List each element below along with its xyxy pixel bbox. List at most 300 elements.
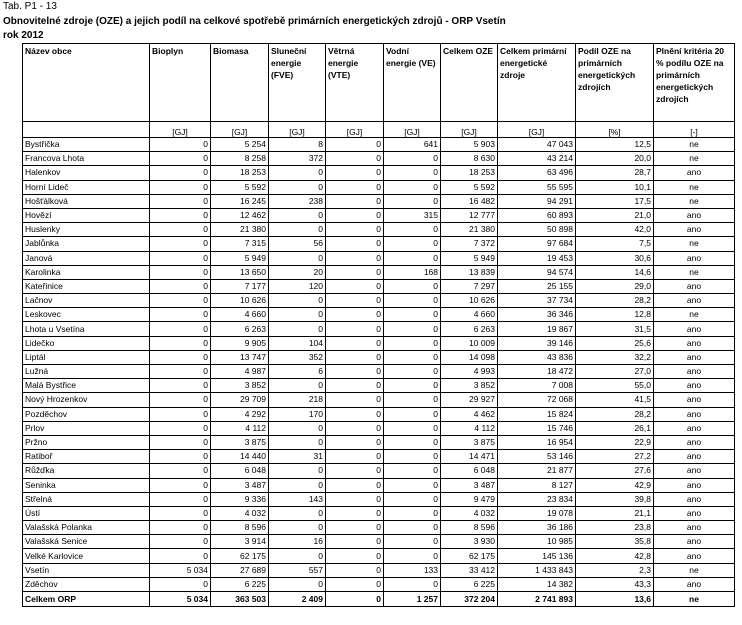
table-cell: 23,8	[576, 521, 654, 535]
table-cell: 16 245	[211, 194, 269, 208]
table-cell: 20,0	[576, 152, 654, 166]
municipality-name: Prlov	[23, 421, 150, 435]
total-cell: 2 741 893	[498, 592, 576, 607]
table-row	[23, 478, 735, 492]
total-row	[23, 592, 735, 607]
table-cell: 31,5	[576, 322, 654, 336]
table-cell: 0	[384, 521, 441, 535]
table-row	[23, 265, 735, 279]
table-cell: 352	[269, 350, 326, 364]
total-cell: 363 503	[211, 592, 269, 607]
table-cell: ne	[654, 180, 735, 194]
table-cell: 0	[150, 265, 211, 279]
table-cell: 35,8	[576, 535, 654, 549]
table-cell: 0	[326, 549, 384, 563]
table-cell: 39,8	[576, 492, 654, 506]
header-cell: Větrná energie (VTE)	[326, 44, 384, 122]
municipality-name: Lužná	[23, 365, 150, 379]
table-cell: 143	[269, 492, 326, 506]
table-row	[23, 336, 735, 350]
table-cell: 16 482	[441, 194, 498, 208]
table-cell: 0	[150, 308, 211, 322]
municipality-name: Bystřička	[23, 138, 150, 152]
table-cell: 0	[326, 421, 384, 435]
table-cell: 0	[150, 407, 211, 421]
table-number: Tab. P1 - 13	[3, 1, 57, 12]
units-row	[23, 122, 735, 138]
table-cell: 6	[269, 365, 326, 379]
table-cell: 104	[269, 336, 326, 350]
municipality-name: Nový Hrozenkov	[23, 393, 150, 407]
table-cell: 0	[326, 492, 384, 506]
municipality-name: Lhota u Vsetína	[23, 322, 150, 336]
table-cell: 0	[326, 407, 384, 421]
table-cell: 16 954	[498, 435, 576, 449]
table-cell: 4 032	[441, 506, 498, 520]
table-cell: 8 127	[498, 478, 576, 492]
table-cell: 0	[326, 450, 384, 464]
table-cell: 0	[384, 506, 441, 520]
table-cell: 0	[326, 478, 384, 492]
table-cell: 0	[326, 265, 384, 279]
table-row	[23, 350, 735, 364]
table-cell: 19 078	[498, 506, 576, 520]
table-cell: 0	[269, 251, 326, 265]
table-row	[23, 308, 735, 322]
table-cell: 1 433 843	[498, 563, 576, 577]
header-cell: Bioplyn	[150, 44, 211, 122]
table-cell: 6 225	[441, 577, 498, 591]
municipality-name: Seninka	[23, 478, 150, 492]
unit-cell: [GJ]	[326, 122, 384, 138]
table-cell: ne	[654, 138, 735, 152]
table-cell: 28,2	[576, 294, 654, 308]
table-cell: ano	[654, 549, 735, 563]
header-cell: Biomasa	[211, 44, 269, 122]
table-cell: 47 043	[498, 138, 576, 152]
total-cell: ne	[654, 592, 735, 607]
table-cell: 55 595	[498, 180, 576, 194]
table-cell: 0	[269, 549, 326, 563]
table-cell: 2,3	[576, 563, 654, 577]
table-cell: 0	[384, 464, 441, 478]
table-cell: 10 985	[498, 535, 576, 549]
table-cell: 0	[326, 322, 384, 336]
table-cell: 0	[269, 180, 326, 194]
table-cell: 25,6	[576, 336, 654, 350]
municipality-name: Ústí	[23, 506, 150, 520]
table-cell: 55,0	[576, 379, 654, 393]
table-cell: ano	[654, 350, 735, 364]
table-row	[23, 223, 735, 237]
header-cell: Vodní energie (VE)	[384, 44, 441, 122]
table-cell: 0	[326, 506, 384, 520]
table-cell: 39 146	[498, 336, 576, 350]
table-cell: ne	[654, 152, 735, 166]
table-cell: 13 650	[211, 265, 269, 279]
municipality-name: Vsetín	[23, 563, 150, 577]
table-cell: 0	[384, 308, 441, 322]
table-row	[23, 194, 735, 208]
table-cell: 94 574	[498, 265, 576, 279]
table-row	[23, 322, 735, 336]
table-cell: 42,8	[576, 549, 654, 563]
municipality-name: Jablůnka	[23, 237, 150, 251]
table-cell: 0	[326, 138, 384, 152]
table-cell: 0	[150, 350, 211, 364]
municipality-name: Halenkov	[23, 166, 150, 180]
table-cell: ano	[654, 577, 735, 591]
table-cell: 0	[384, 180, 441, 194]
table-cell: 4 660	[211, 308, 269, 322]
table-body	[23, 138, 735, 592]
unit-cell: [GJ]	[211, 122, 269, 138]
table-cell: 0	[150, 492, 211, 506]
table-cell: 0	[150, 251, 211, 265]
table-cell: 0	[150, 521, 211, 535]
table-cell: 6 048	[211, 464, 269, 478]
table-cell: 22,9	[576, 435, 654, 449]
table-cell: 10,1	[576, 180, 654, 194]
table-cell: 0	[150, 464, 211, 478]
table-cell: 6 263	[211, 322, 269, 336]
header-cell: Plnění kritéria 20 % podílu OZE na primárních energetických zdrojích	[654, 44, 735, 122]
table-cell: 5 034	[150, 563, 211, 577]
table-cell: 0	[326, 435, 384, 449]
table-cell: 9 336	[211, 492, 269, 506]
table-cell: 0	[269, 322, 326, 336]
total-cell: 5 034	[150, 592, 211, 607]
table-cell: 0	[269, 421, 326, 435]
table-cell: 0	[150, 138, 211, 152]
table-cell: 0	[326, 251, 384, 265]
table-row	[23, 549, 735, 563]
table-cell: 0	[269, 294, 326, 308]
table-cell: 0	[384, 251, 441, 265]
table-cell: 0	[150, 577, 211, 591]
table-cell: 0	[269, 506, 326, 520]
table-cell: 0	[384, 336, 441, 350]
table-cell: 4 993	[441, 365, 498, 379]
table-row	[23, 521, 735, 535]
table-cell: ne	[654, 308, 735, 322]
table-cell: 0	[326, 237, 384, 251]
table-cell: 0	[326, 223, 384, 237]
table-cell: 10 626	[441, 294, 498, 308]
table-cell: 43 836	[498, 350, 576, 364]
table-cell: 42,0	[576, 223, 654, 237]
table-cell: 0	[326, 294, 384, 308]
table-cell: 50 898	[498, 223, 576, 237]
table-cell: 145 136	[498, 549, 576, 563]
table-cell: 0	[326, 365, 384, 379]
table-cell: ano	[654, 279, 735, 293]
table-cell: 15 746	[498, 421, 576, 435]
table-cell: 29 709	[211, 393, 269, 407]
table-cell: 23 834	[498, 492, 576, 506]
table-cell: 0	[150, 237, 211, 251]
table-cell: 20	[269, 265, 326, 279]
table-cell: 0	[326, 379, 384, 393]
municipality-name: Janová	[23, 251, 150, 265]
header-cell: Celkem primární energetické zdroje	[498, 44, 576, 122]
table-row	[23, 506, 735, 520]
table-cell: 0	[150, 506, 211, 520]
table-cell: 0	[150, 336, 211, 350]
unit-cell	[23, 122, 150, 138]
municipality-name: Karolinka	[23, 265, 150, 279]
table-cell: 31	[269, 450, 326, 464]
table-row	[23, 379, 735, 393]
table-cell: 13 839	[441, 265, 498, 279]
table-cell: 0	[384, 379, 441, 393]
header-row	[23, 44, 735, 122]
unit-cell: [GJ]	[150, 122, 211, 138]
table-cell: 315	[384, 208, 441, 222]
municipality-name: Velké Karlovice	[23, 549, 150, 563]
table-cell: ano	[654, 492, 735, 506]
table-cell: 0	[326, 535, 384, 549]
table-cell: 3 487	[211, 478, 269, 492]
table-row	[23, 464, 735, 478]
table-cell: 10 626	[211, 294, 269, 308]
table-cell: 10 009	[441, 336, 498, 350]
table-cell: 4 112	[211, 421, 269, 435]
table-cell: 0	[150, 535, 211, 549]
municipality-name: Hošťálková	[23, 194, 150, 208]
table-cell: 0	[384, 152, 441, 166]
table-cell: 0	[384, 549, 441, 563]
table-cell: 0	[150, 294, 211, 308]
table-cell: 21 877	[498, 464, 576, 478]
table-row	[23, 563, 735, 577]
table-cell: 0	[150, 279, 211, 293]
table-cell: 0	[326, 279, 384, 293]
table-row	[23, 251, 735, 265]
table-cell: 0	[384, 492, 441, 506]
table-cell: 8 630	[441, 152, 498, 166]
table-cell: 0	[326, 521, 384, 535]
table-cell: 0	[384, 421, 441, 435]
table-row	[23, 166, 735, 180]
table-cell: 36 346	[498, 308, 576, 322]
table-cell: ano	[654, 166, 735, 180]
table-cell: 0	[384, 294, 441, 308]
table-cell: 14 440	[211, 450, 269, 464]
table-cell: 27,0	[576, 365, 654, 379]
municipality-name: Valašská Senice	[23, 535, 150, 549]
table-cell: 4 292	[211, 407, 269, 421]
table-cell: 18 253	[441, 166, 498, 180]
header-cell: Název obce	[23, 44, 150, 122]
table-cell: 19 453	[498, 251, 576, 265]
table-cell: 0	[326, 563, 384, 577]
table-cell: 62 175	[211, 549, 269, 563]
table-row	[23, 535, 735, 549]
table-cell: ano	[654, 435, 735, 449]
table-cell: 27,2	[576, 450, 654, 464]
municipality-name: Malá Bystřice	[23, 379, 150, 393]
table-cell: 4 032	[211, 506, 269, 520]
unit-cell: [-]	[654, 122, 735, 138]
table-cell: 0	[384, 407, 441, 421]
table-cell: ne	[654, 237, 735, 251]
municipality-name: Střelná	[23, 492, 150, 506]
table-cell: 56	[269, 237, 326, 251]
table-cell: 14,6	[576, 265, 654, 279]
table-cell: 0	[150, 549, 211, 563]
table-cell: ano	[654, 251, 735, 265]
table-cell: 0	[384, 577, 441, 591]
table-cell: 133	[384, 563, 441, 577]
table-cell: ano	[654, 322, 735, 336]
table-cell: 0	[150, 478, 211, 492]
table-row	[23, 208, 735, 222]
table-cell: 0	[269, 521, 326, 535]
unit-cell: [GJ]	[441, 122, 498, 138]
table-cell: 21 380	[441, 223, 498, 237]
table-row	[23, 421, 735, 435]
table-cell: 372	[269, 152, 326, 166]
unit-cell: [GJ]	[269, 122, 326, 138]
table-row	[23, 407, 735, 421]
table-cell: 5 592	[441, 180, 498, 194]
table-cell: 0	[326, 464, 384, 478]
table-cell: 3 875	[211, 435, 269, 449]
table-cell: 0	[384, 194, 441, 208]
municipality-name: Francova Lhota	[23, 152, 150, 166]
table-cell: 27,6	[576, 464, 654, 478]
table-cell: ano	[654, 365, 735, 379]
table-cell: 12 462	[211, 208, 269, 222]
table-cell: 0	[384, 166, 441, 180]
table-cell: 0	[384, 535, 441, 549]
table-cell: 5 949	[211, 251, 269, 265]
table-cell: 5 254	[211, 138, 269, 152]
municipality-name: Leskovec	[23, 308, 150, 322]
table-cell: ano	[654, 450, 735, 464]
table-cell: 5 903	[441, 138, 498, 152]
table-cell: 26,1	[576, 421, 654, 435]
table-cell: 7 008	[498, 379, 576, 393]
table-cell: ano	[654, 478, 735, 492]
table-cell: ano	[654, 208, 735, 222]
table-cell: 9 905	[211, 336, 269, 350]
table-cell: 7 372	[441, 237, 498, 251]
table-cell: ano	[654, 521, 735, 535]
header-cell: Sluneční energie (FVE)	[269, 44, 326, 122]
table-cell: 0	[269, 308, 326, 322]
table-cell: 3 875	[441, 435, 498, 449]
table-cell: 3 930	[441, 535, 498, 549]
table-cell: 28,2	[576, 407, 654, 421]
table-cell: 0	[384, 279, 441, 293]
table-cell: 17,5	[576, 194, 654, 208]
table-cell: 43,3	[576, 577, 654, 591]
table-cell: 18 472	[498, 365, 576, 379]
table-cell: 0	[384, 478, 441, 492]
table-cell: 3 914	[211, 535, 269, 549]
table-cell: 97 684	[498, 237, 576, 251]
table-year: rok 2012	[3, 30, 44, 41]
table-cell: 30,6	[576, 251, 654, 265]
table-cell: 0	[384, 365, 441, 379]
table-cell: 16	[269, 535, 326, 549]
table-cell: 37 734	[498, 294, 576, 308]
table-cell: 0	[150, 322, 211, 336]
total-cell: 1 257	[384, 592, 441, 607]
table-cell: 0	[269, 223, 326, 237]
table-cell: 0	[269, 478, 326, 492]
table-cell: 0	[269, 379, 326, 393]
table-cell: 72 068	[498, 393, 576, 407]
municipality-name: Liptál	[23, 350, 150, 364]
municipality-name: Lidečko	[23, 336, 150, 350]
table-cell: 6 225	[211, 577, 269, 591]
table-cell: 41,5	[576, 393, 654, 407]
table-cell: 0	[150, 208, 211, 222]
table-cell: 21 380	[211, 223, 269, 237]
municipality-name: Zděchov	[23, 577, 150, 591]
table-row	[23, 450, 735, 464]
table-cell: 5 949	[441, 251, 498, 265]
table-cell: 19 867	[498, 322, 576, 336]
table-cell: ano	[654, 421, 735, 435]
total-cell: Celkem ORP	[23, 592, 150, 607]
table-cell: 0	[326, 336, 384, 350]
table-cell: 238	[269, 194, 326, 208]
header-cell: Podíl OZE na primárních energetických zdrojích	[576, 44, 654, 122]
table-cell: 29 927	[441, 393, 498, 407]
table-cell: 5 592	[211, 180, 269, 194]
table-cell: 14 471	[441, 450, 498, 464]
table-cell: 0	[150, 194, 211, 208]
municipality-name: Pozděchov	[23, 407, 150, 421]
table-cell: 0	[150, 421, 211, 435]
table-cell: 0	[384, 450, 441, 464]
table-cell: 0	[326, 194, 384, 208]
table-cell: 170	[269, 407, 326, 421]
table-cell: 27 689	[211, 563, 269, 577]
table-cell: 4 660	[441, 308, 498, 322]
table-cell: 12 777	[441, 208, 498, 222]
table-cell: 4 462	[441, 407, 498, 421]
table-cell: 0	[150, 393, 211, 407]
table-cell: 14 098	[441, 350, 498, 364]
table-cell: 0	[384, 322, 441, 336]
table-cell: 43 214	[498, 152, 576, 166]
table-cell: 3 852	[441, 379, 498, 393]
table-cell: 8	[269, 138, 326, 152]
table-cell: 0	[269, 166, 326, 180]
table-cell: 120	[269, 279, 326, 293]
table-cell: 7,5	[576, 237, 654, 251]
table-cell: ano	[654, 506, 735, 520]
table-cell: 8 258	[211, 152, 269, 166]
municipality-name: Pržno	[23, 435, 150, 449]
table-cell: ano	[654, 407, 735, 421]
table-cell: 21,1	[576, 506, 654, 520]
table-cell: ne	[654, 194, 735, 208]
table-row	[23, 279, 735, 293]
oze-table	[22, 43, 735, 607]
table-cell: 63 496	[498, 166, 576, 180]
table-cell: 8 596	[441, 521, 498, 535]
table-row	[23, 294, 735, 308]
table-cell: 32,2	[576, 350, 654, 364]
unit-cell: [GJ]	[384, 122, 441, 138]
table-cell: ne	[654, 563, 735, 577]
